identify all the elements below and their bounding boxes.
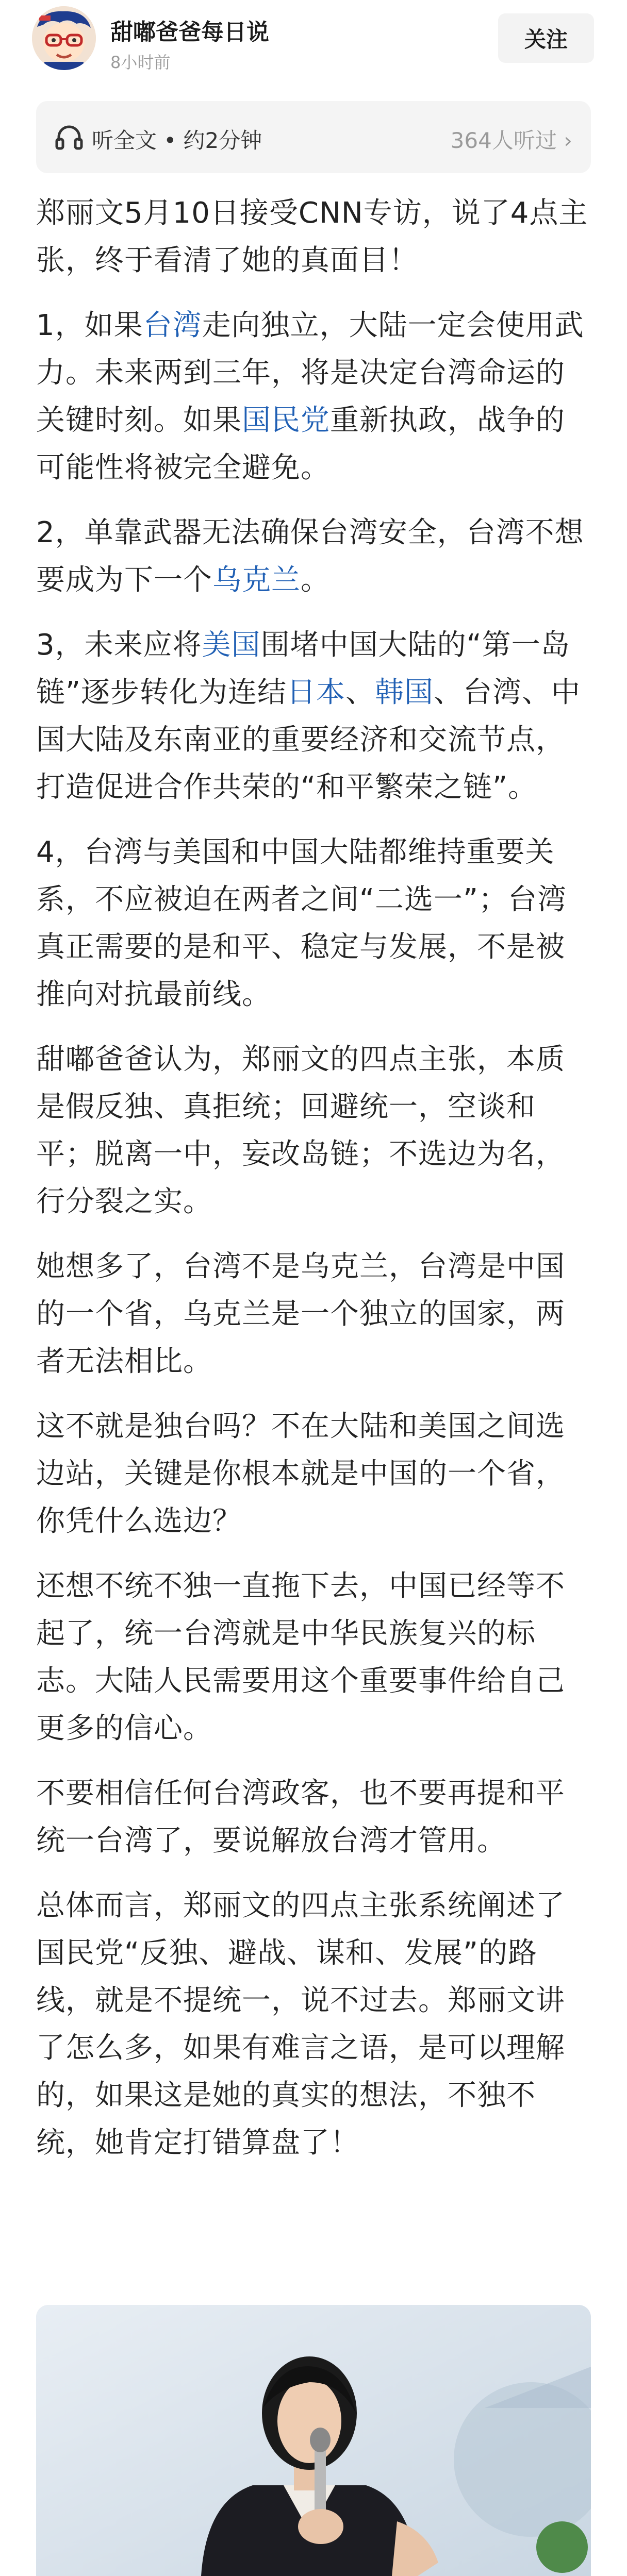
keyword-link[interactable]: 美国 [202,628,261,662]
paragraph-3 [36,622,592,811]
listen-label: 听全文 • 约2分钟 [92,128,262,153]
text-segment: 。 [301,563,330,597]
follow-button[interactable]: 关注 [498,13,594,63]
keyword-link[interactable]: 日本 [287,676,346,709]
author-name[interactable]: 甜嘟爸爸每日说 [110,19,269,45]
listen-count-text: 364人听过 [450,128,557,153]
text-segment: 围堵中国大陆的“第一岛链”逐步转化为连结 [36,628,570,709]
keyword-link[interactable]: 台湾 [143,309,202,342]
paragraph-9: 不要相信任何台湾政客，也不要再提和平统一台湾了，要说解放台湾才管用。 [36,1777,565,1858]
keyword-link[interactable]: 韩国 [375,676,434,709]
woman-speaking-microphone-photo [36,2305,591,2576]
paragraph-2 [36,509,592,604]
text-segment: 、台湾、中国大陆及东南亚的重要经济和交流节点，打造促进合作共荣的“和平繁荣之链”。 [36,676,581,804]
chevron-right-icon: › [564,128,572,153]
article-body [36,190,592,2184]
text-segment: 2，单靠武器无法确保台湾安全，台湾不想要成为下一个 [36,516,584,597]
text-segment: 重新执政，战争的可能性将被完全避免。 [36,404,565,484]
text-segment: 3，未来应将 [36,628,202,662]
headphones-icon [55,124,84,150]
author-avatar[interactable] [32,6,96,70]
keyword-link[interactable]: 国民党 [242,404,330,437]
article-image[interactable] [36,2305,591,2576]
listen-full-text-bar[interactable] [36,101,591,173]
text-segment: 走向独立，大陆一定会使用武力。未来两到三年，将是决定台湾命运的关键时刻。如果 [36,309,584,437]
paragraph-7: 这不就是独台吗？不在大陆和美国之间选边站，关键是你根本就是中国的一个省，你凭什么选边？ [36,1410,565,1538]
post-header [0,0,627,88]
paragraph-4: 4，台湾与美国和中国大陆都维持重要关系，不应被迫在两者之间“二选一”；台湾真正需要的是和平、稳定与发展，不是被推向对抗最前线。 [36,835,567,1011]
post-time: 8小时前 [110,53,171,72]
paragraph-6: 她想多了，台湾不是乌克兰，台湾是中国的一个省，乌克兰是一个独立的国家，两者无法相比。 [36,1250,565,1378]
listen-count [451,124,572,155]
paragraph-5: 甜嘟爸爸认为，郑丽文的四点主张，本质是假反独、真拒统；回避统一，空谈和平；脱离一中，妄改岛链；不选边为名，行分裂之实。 [36,1043,565,1218]
keyword-link[interactable]: 乌克兰 [212,563,301,597]
paragraph-8: 还想不统不独一直拖下去，中国已经等不起了，统一台湾就是中华民族复兴的标志。大陆人民需要用这个重要事件给自己更多的信心。 [36,1569,565,1745]
paragraph-1 [36,302,592,492]
paragraph-10: 总体而言，郑丽文的四点主张系统阐述了国民党“反独、避战、谋和、发展”的路线，就是不提统一，说不过去。郑丽文讲了怎么多，如果有难言之语，是可以理解的，如果这是她的真实的想法，不独不统，她肯定打错算盘了！ [36,1889,565,2160]
text-segment: 1，如果 [36,309,143,342]
paragraph-0: 郑丽文5月10日接受CNN专访，说了4点主张，终于看清了她的真面目！ [36,196,588,277]
cartoon-avatar-icon [32,6,96,70]
text-segment: 、 [345,676,375,709]
